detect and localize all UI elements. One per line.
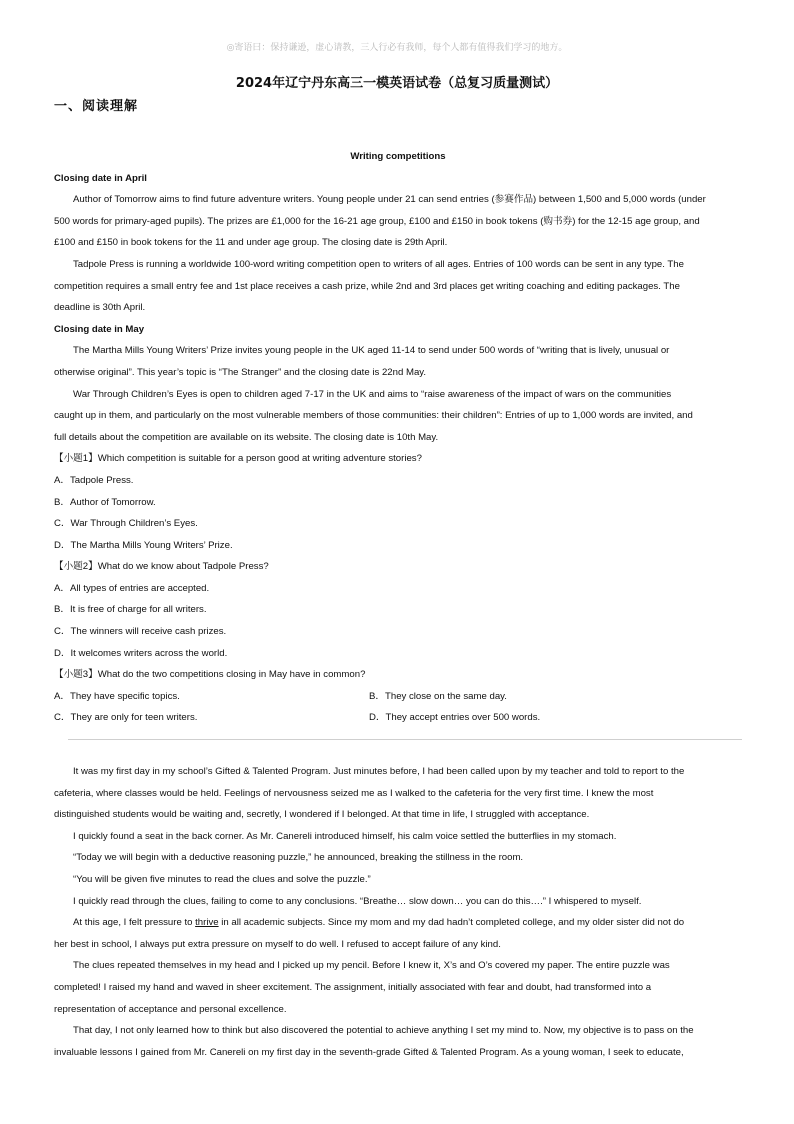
paragraph-line: distinguished students would be waiting and, secretly, I wondered if I belonged. At that time in life, I struggled with acceptance.	[54, 809, 590, 821]
heading-may: Closing date in May	[54, 323, 145, 335]
paragraph-line: I quickly found a seat in the back corner. As Mr. Canereli introduced himself, his calm voice settled the butterflies in my stomach.	[73, 830, 617, 842]
paragraph-line: otherwise original”. This year’s topic is “The Stranger” and the closing date is 22nd May.	[54, 366, 427, 378]
document-body	[54, 146, 742, 1063]
question-2-stem: 【小题2】What do we know about Tadpole Press?	[54, 561, 269, 573]
paragraph-line: representation of acceptance and personal excellence.	[54, 1003, 287, 1015]
question-2-option-c: C．The winners will receive cash prizes.	[54, 626, 227, 638]
question-3-options-row	[54, 707, 742, 729]
question-3-options-row	[54, 686, 742, 708]
question-1-option-b: B．Author of Tomorrow.	[54, 496, 156, 508]
paragraph-line: War Through Children’s Eyes is open to children aged 7-17 in the UK and aims to “raise awareness of the impact of wars on the communities	[73, 388, 672, 400]
paragraph-line: Author of Tomorrow aims to find future adventure writers. Young people under 21 can send entries (参赛作品) between 1,500 and 5,000 words (under	[73, 194, 706, 206]
question-3-option-d: D．They accept entries over 500 words.	[369, 712, 541, 724]
paragraph-line: cafeteria, where classes would be held. Feelings of nervousness seized me as I walked to the cafeteria for the very first time. I knew the most	[54, 787, 654, 799]
paragraph-line: The Martha Mills Young Writers’ Prize invites young people in the UK aged 11-14 to send under 500 words of “writing that is lively, unusual or	[73, 345, 670, 357]
paragraph-line: I quickly read through the clues, failing to come to any conclusions. “Breathe… slow down… you can do this….” I whispered to myself.	[73, 895, 642, 907]
exam-title: 2024年辽宁丹东高三一模英语试卷（总复习质量测试）	[235, 76, 559, 91]
paragraph-line: £100 and £150 in book tokens for the 11 and under age group. The closing date is 29th April.	[54, 237, 448, 249]
question-1-option-c: C．War Through Children’s Eyes.	[54, 518, 198, 530]
paragraph-line: invaluable lessons I gained from Mr. Canereli on my first day in the seventh-grade Gifted & Talented Program. As a young woman, I seek to educate,	[54, 1046, 684, 1058]
question-1-option-d: D．The Martha Mills Young Writers’ Prize.	[54, 539, 233, 551]
paragraph-line: The clues repeated themselves in my head and I picked up my pencil. Before I knew it, X’s and O’s covered my paper. The entire puzzle was	[73, 960, 670, 972]
paragraph-line: That day, I not only learned how to think but also discovered the potential to achieve anything I set my mind to. Now, my objective is to pass on the	[73, 1025, 694, 1037]
question-1-stem: 【小题1】Which competition is suitable for a person good at writing adventure stories?	[54, 453, 422, 465]
underlined-word: thrive	[195, 917, 219, 929]
passage1-title: Writing competitions	[350, 151, 446, 162]
paragraph-line: “You will be given five minutes to read the clues and solve the puzzle.”	[73, 874, 371, 885]
paragraph-line: 500 words for primary-aged pupils). The prizes are £1,000 for the 16-21 age group, £100 and £150 in book tokens (购书券) for the 12-15 age group, and	[54, 215, 700, 227]
paragraph-line: competition requires a small entry fee and 1st place receives a cash prize, while 2nd and 3rd places get writing coaching and editing packages. The	[54, 280, 680, 292]
paragraph-line: full details about the competition are available on its website. The closing date is 10th May.	[54, 431, 439, 443]
question-3-option-b: B．They close on the same day.	[369, 690, 507, 702]
question-2-option-b: B．It is free of charge for all writers.	[54, 604, 207, 616]
header-watermark: ◎寄语曰：保持谦逊，虚心请教，三人行必有我师，每个人都有值得我们学习的地方。	[226, 43, 568, 53]
paragraph-line: “Today we will begin with a deductive reasoning puzzle,” he announced, breaking the stillness in the room.	[73, 852, 524, 864]
question-2-option-d: D．It welcomes writers across the world.	[54, 647, 228, 659]
paragraph-line: completed! I raised my hand and waved in sheer excitement. The assignment, initially associated with fear and doubt, had transformed into a	[54, 981, 652, 993]
section-heading: 一、阅读理解	[54, 99, 139, 114]
paragraph-line: Tadpole Press is running a worldwide 100-word writing competition open to writers of all ages. Entries of 100 words can be sent in any type. The	[73, 258, 684, 270]
text-segment: in all academic subjects. Since my mom and my dad hadn’t completed college, and my older sister did not do	[218, 917, 685, 929]
paragraph-line	[54, 912, 742, 934]
heading-april: Closing date in April	[54, 172, 147, 184]
question-2-option-a: A．All types of entries are accepted.	[54, 582, 210, 594]
paragraph-line: It was my first day in my school’s Gifted & Talented Program. Just minutes before, I had been called upon by my teacher and told to report to the	[73, 766, 685, 778]
question-1-option-a: A．Tadpole Press.	[54, 474, 134, 486]
question-3-option-c: C．They are only for teen writers.	[54, 712, 198, 724]
question-3-stem: 【小题3】What do the two competitions closing in May have in common?	[54, 669, 366, 681]
paragraph-line: her best in school, I always put extra pressure on myself to do well. I refused to accept failure of any kind.	[54, 938, 501, 950]
paragraph-line: caught up in them, and particularly on the most vulnerable members of those communities: their children”: Entries of up to 1,000 words are invited, and	[54, 410, 693, 422]
question-3-option-a: A．They have specific topics.	[54, 690, 180, 702]
text-segment: At this age, I felt pressure to	[73, 917, 196, 929]
section-divider	[68, 739, 742, 740]
paragraph-line: deadline is 30th April.	[54, 302, 146, 314]
